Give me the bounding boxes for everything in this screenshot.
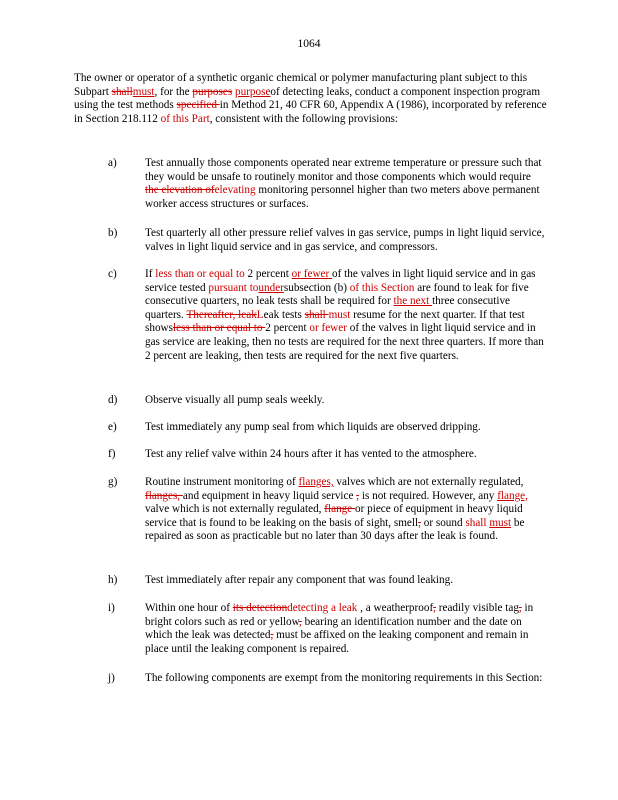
deleted-text: shall xyxy=(111,85,133,98)
deleted-text: , xyxy=(418,516,421,529)
provision-label: g) xyxy=(108,476,118,488)
text-run: three consecutive quarters. xyxy=(145,295,511,321)
text-run: readily visible tag xyxy=(435,602,519,614)
text-run: , for the xyxy=(154,85,193,98)
text-run: or piece of equipment in heavy liquid service that is found to be leaking on the basis of sight, smell xyxy=(145,503,523,529)
provision-text xyxy=(145,602,545,656)
provision-label: e) xyxy=(108,421,117,433)
revised-text: must xyxy=(328,308,351,321)
text-run: Test immediately any pump seal from which liquids are observed dripping. xyxy=(145,421,481,433)
revised-text: detecting a leak xyxy=(287,602,361,614)
text-run: 2 percent xyxy=(265,322,310,335)
provision-label: b) xyxy=(108,227,118,239)
inserted-text: under xyxy=(258,281,284,294)
inserted-text: or fewer xyxy=(291,268,333,280)
text-run: monitoring personnel higher than two meters above permanent worker access structures or surfaces. xyxy=(145,184,540,210)
provision-text xyxy=(145,394,545,408)
text-run: Routine instrument monitoring of xyxy=(145,476,299,488)
revised-text: pursuant to xyxy=(208,281,259,294)
text-run: The following components are exempt from the monitoring requirements in this Section: xyxy=(145,672,543,684)
deleted-text: specified xyxy=(176,99,220,112)
text-run: If xyxy=(145,268,156,280)
inserted-text: purpose xyxy=(235,85,271,98)
text-run: in Method 21, 40 CFR 60, Appendix A (1986), incorporated by reference in Section 218.112 xyxy=(74,99,547,125)
deleted-text: , xyxy=(299,615,302,628)
provision-text xyxy=(145,574,545,588)
deleted-text: flanges, xyxy=(145,489,183,502)
text-run: Observe visually all pump seals weekly. xyxy=(145,394,325,406)
text-run: valve which is not externally regulated, xyxy=(145,503,325,516)
provision-text xyxy=(145,476,545,544)
provision-label: j) xyxy=(108,672,115,684)
deleted-text: , xyxy=(433,602,436,614)
text-run: Test immediately after repair any component that was found leaking. xyxy=(145,574,454,586)
revised-text: L xyxy=(256,308,264,321)
text-run: be repaired as soon as practicable but no later than 30 days after the leak is found. xyxy=(145,516,525,543)
provision-label: a) xyxy=(108,157,117,169)
provision-label: i) xyxy=(108,602,115,614)
inserted-text: the next xyxy=(393,295,433,308)
text-run: 2 percent xyxy=(244,268,292,280)
provision-label: h) xyxy=(108,574,118,586)
provision-text xyxy=(145,421,545,435)
text-run: of detecting leaks, conduct a component inspection program using the test methods xyxy=(74,85,541,112)
revised-text: less than or equal to xyxy=(155,268,245,280)
text-run: valves which are not externally regulated, xyxy=(333,476,524,488)
text-run: resume for the next quarter. If that test shows xyxy=(145,308,525,335)
revised-text: of this Section xyxy=(349,281,415,294)
deleted-text: purposes xyxy=(192,85,233,98)
text-run: subsection (b) xyxy=(283,281,350,294)
text-run: of the valves in light liquid service and in gas service tested xyxy=(145,268,536,294)
provision-label: d) xyxy=(108,394,118,406)
provision-text xyxy=(145,268,545,363)
inserted-text: must xyxy=(132,85,155,98)
inserted-text: flanges, xyxy=(298,476,334,488)
text-run: , a weatherproof xyxy=(360,602,434,614)
deleted-text: flange xyxy=(324,503,356,516)
page-number: 1064 xyxy=(297,38,321,50)
provision-text xyxy=(145,227,545,254)
text-run: and equipment in heavy liquid service xyxy=(182,489,357,502)
revised-text: shall xyxy=(465,516,487,529)
text-run: Test quarterly all other pressure relief valves in gas service, pumps in light liquid service, valves in light liquid service and in gas service, and compressors. xyxy=(145,227,545,253)
deleted-text: Thereafter, leak xyxy=(186,308,257,321)
text-run: are found to leak for five consecutive quarters, no leak tests shall be required for xyxy=(145,281,529,308)
text-run: Test annually those components operated near extreme temperature or pressure such that they would be unsafe to routinely monitor and those components which would require xyxy=(145,157,542,183)
text-run: of the valves in light liquid service and in gas service are leaking, then no tests are required for the next three quarters. If more than 2 percent are leaking, then tests are required for the next five quarters. xyxy=(145,322,544,362)
provision-label: c) xyxy=(108,268,117,280)
provision-text xyxy=(145,157,545,211)
text-run: or sound xyxy=(420,516,466,529)
inserted-text: flange, xyxy=(497,489,528,502)
intro-paragraph xyxy=(74,72,554,126)
revised-text: of this Part xyxy=(160,112,210,125)
provision-label: f) xyxy=(108,448,116,460)
provision-text xyxy=(145,672,545,686)
text-run: eak tests xyxy=(263,308,305,321)
text-run: bearing an identification number and the date on which the leak was detected xyxy=(145,615,522,642)
deleted-text: less than or equal to xyxy=(172,322,266,335)
revised-text: elevating xyxy=(214,184,256,197)
revised-text: or fewer xyxy=(309,322,347,335)
deleted-text: , xyxy=(356,489,360,502)
deleted-text: shall xyxy=(304,308,329,321)
text-run: Within one hour of xyxy=(145,602,233,614)
deleted-text: , xyxy=(270,629,274,642)
text-run: , consistent with the following provisions: xyxy=(209,112,399,125)
text-run: in bright colors such as red or yellow xyxy=(145,602,534,628)
inserted-text: must xyxy=(489,516,512,529)
deleted-text: its detection xyxy=(232,602,288,614)
deleted-text: the elevation of xyxy=(145,184,215,197)
provision-text xyxy=(145,448,545,462)
text-run: is not required. However, any xyxy=(359,489,498,502)
text-run: must be affixed on the leaking component and remain in place until the leaking component is repaired. xyxy=(145,629,529,655)
deleted-text: , xyxy=(518,602,522,614)
text-run: The owner or operator of a synthetic organic chemical or polymer manufacturing plant subject to this Subpart xyxy=(74,72,528,98)
text-run: Test any relief valve within 24 hours after it has vented to the atmosphere. xyxy=(145,448,477,460)
